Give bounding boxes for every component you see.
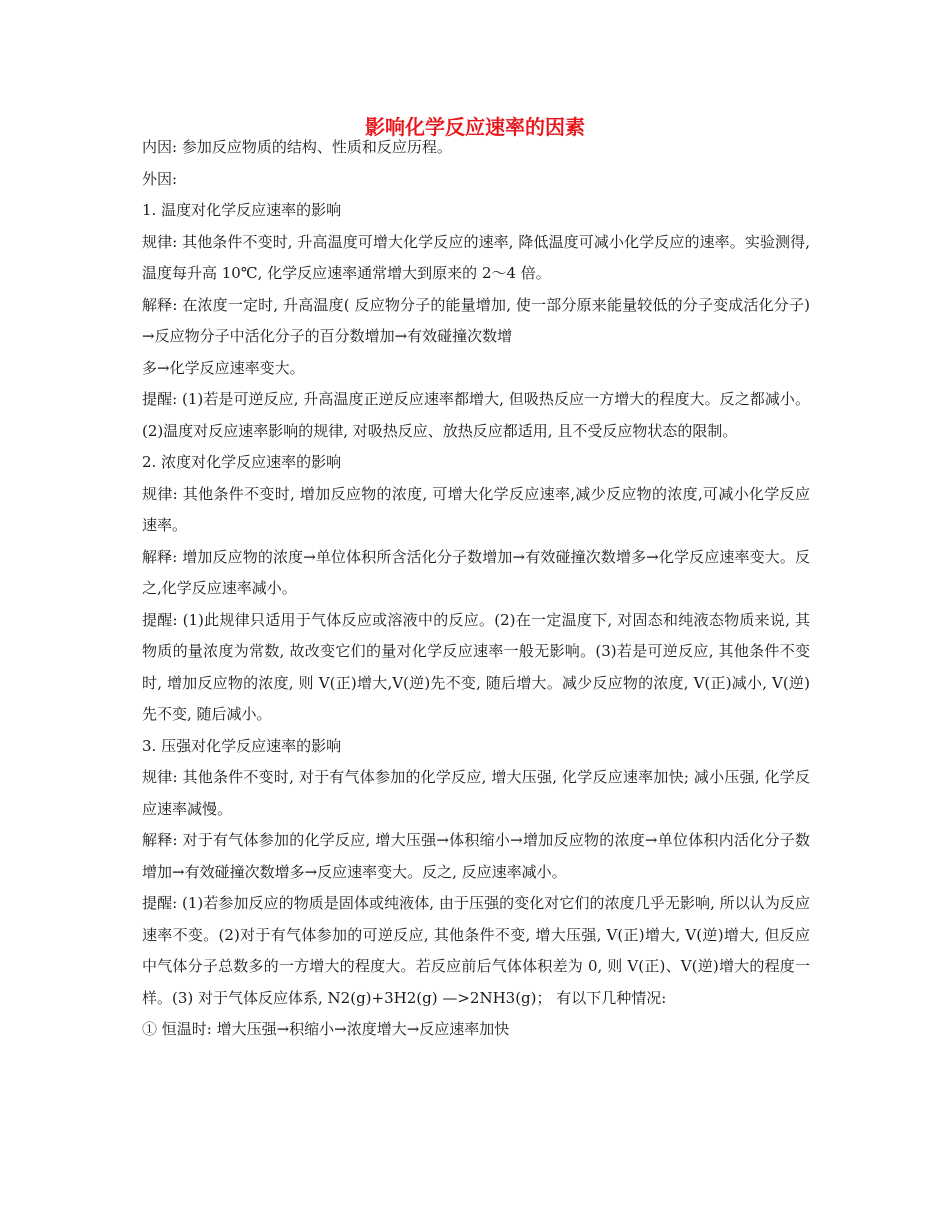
paragraph-pressure-explanation: 解释: 对于有气体参加的化学反应, 增大压强→体积缩小→增加反应物的浓度→单位体积内活化分子数增加→有效碰撞次数增多→反应速率变大。反之, 反应速率减小。 bbox=[142, 831, 810, 881]
paragraph-concentration-rule: 规律: 其他条件不变时, 增加反应物的浓度, 可增大化学反应速率,减少反应物的浓度,可减小化学反应速率。 bbox=[142, 484, 810, 534]
paragraph-temperature-rule: 规律: 其他条件不变时, 升高温度可增大化学反应的速率, 降低温度可减小化学反应的速率。实验测得, 温度每升高 10℃, 化学反应速率通常增大到原来的 2～4 倍。 bbox=[142, 232, 810, 282]
paragraph-temperature-reminder: 提醒: (1)若是可逆反应, 升高温度正逆反应速率都增大, 但吸热反应一方增大的程度大。反之都减小。(2)温度对反应速率影响的规律, 对吸热反应、放热反应都适用, 且不受反应物状态的限制。 bbox=[142, 390, 810, 440]
section-heading-pressure: 3. 压强对化学反应速率的影响 bbox=[142, 736, 342, 755]
paragraph-constant-temperature-case: ① 恒温时: 增大压强→积缩小→浓度增大→反应速率加快 bbox=[142, 1020, 510, 1038]
document-title: 影响化学反应速率的因素 bbox=[365, 115, 585, 139]
paragraph-pressure-rule: 规律: 其他条件不变时, 对于有气体参加的化学反应, 增大压强, 化学反应速率加快; 减小压强, 化学反应速率减慢。 bbox=[142, 768, 810, 818]
paragraph-internal-factor: 内因: 参加反应物质的结构、性质和反应历程。 bbox=[142, 138, 452, 156]
paragraph-temperature-explanation: 解释: 在浓度一定时, 升高温度( 反应物分子的能量增加, 使一部分原来能量较低的分子变成活化分子) →反应物分子中活化分子的百分数增加→有效碰撞次数增 bbox=[142, 295, 810, 345]
paragraph-pressure-reminder: 提醒: (1)若参加反应的物质是固体或纯液体, 由于压强的变化对它们的浓度几乎无影响, 所以认为反应速率不变。(2)对于有气体参加的可逆反应, 其他条件不变, 增大压强, V(正)增大, V(逆)增大, 但反应中气体分子总数多的一方增大的程度大。若反应前后气体体积差为 0, 则 V(正)、V(逆)增大的程度一样。(3) 对于气体反应体系, N2(g)+3H2(g) —>2NH3(g)； 有以下几种情况: bbox=[142, 894, 810, 1007]
paragraph-concentration-reminder: 提醒: (1)此规律只适用于气体反应或溶液中的反应。(2)在一定温度下, 对固态和纯液态物质来说, 其物质的量浓度为常数, 故改变它们的量对化学反应速率一般无影响。(3)若是可逆反应, 其他条件不变时, 增加反应物的浓度, 则 V(正)增大,V(逆)先不变, 随后增大。减少反应物的浓度, V(正)减小, V(逆)先不变, 随后减小。 bbox=[142, 610, 810, 723]
document-body bbox=[142, 132, 810, 1046]
paragraph-temperature-explanation-cont: 多→化学反应速率变大。 bbox=[142, 358, 305, 377]
section-heading-temperature: 1. 温度对化学反应速率的影响 bbox=[142, 201, 342, 219]
paragraph-external-factor: 外因: bbox=[142, 169, 178, 188]
section-heading-concentration: 2. 浓度对化学反应速率的影响 bbox=[142, 453, 342, 471]
paragraph-concentration-explanation: 解释: 增加反应物的浓度→单位体积所含活化分子数增加→有效碰撞次数增多→化学反应速率变大。反之,化学反应速率减小。 bbox=[142, 547, 810, 597]
